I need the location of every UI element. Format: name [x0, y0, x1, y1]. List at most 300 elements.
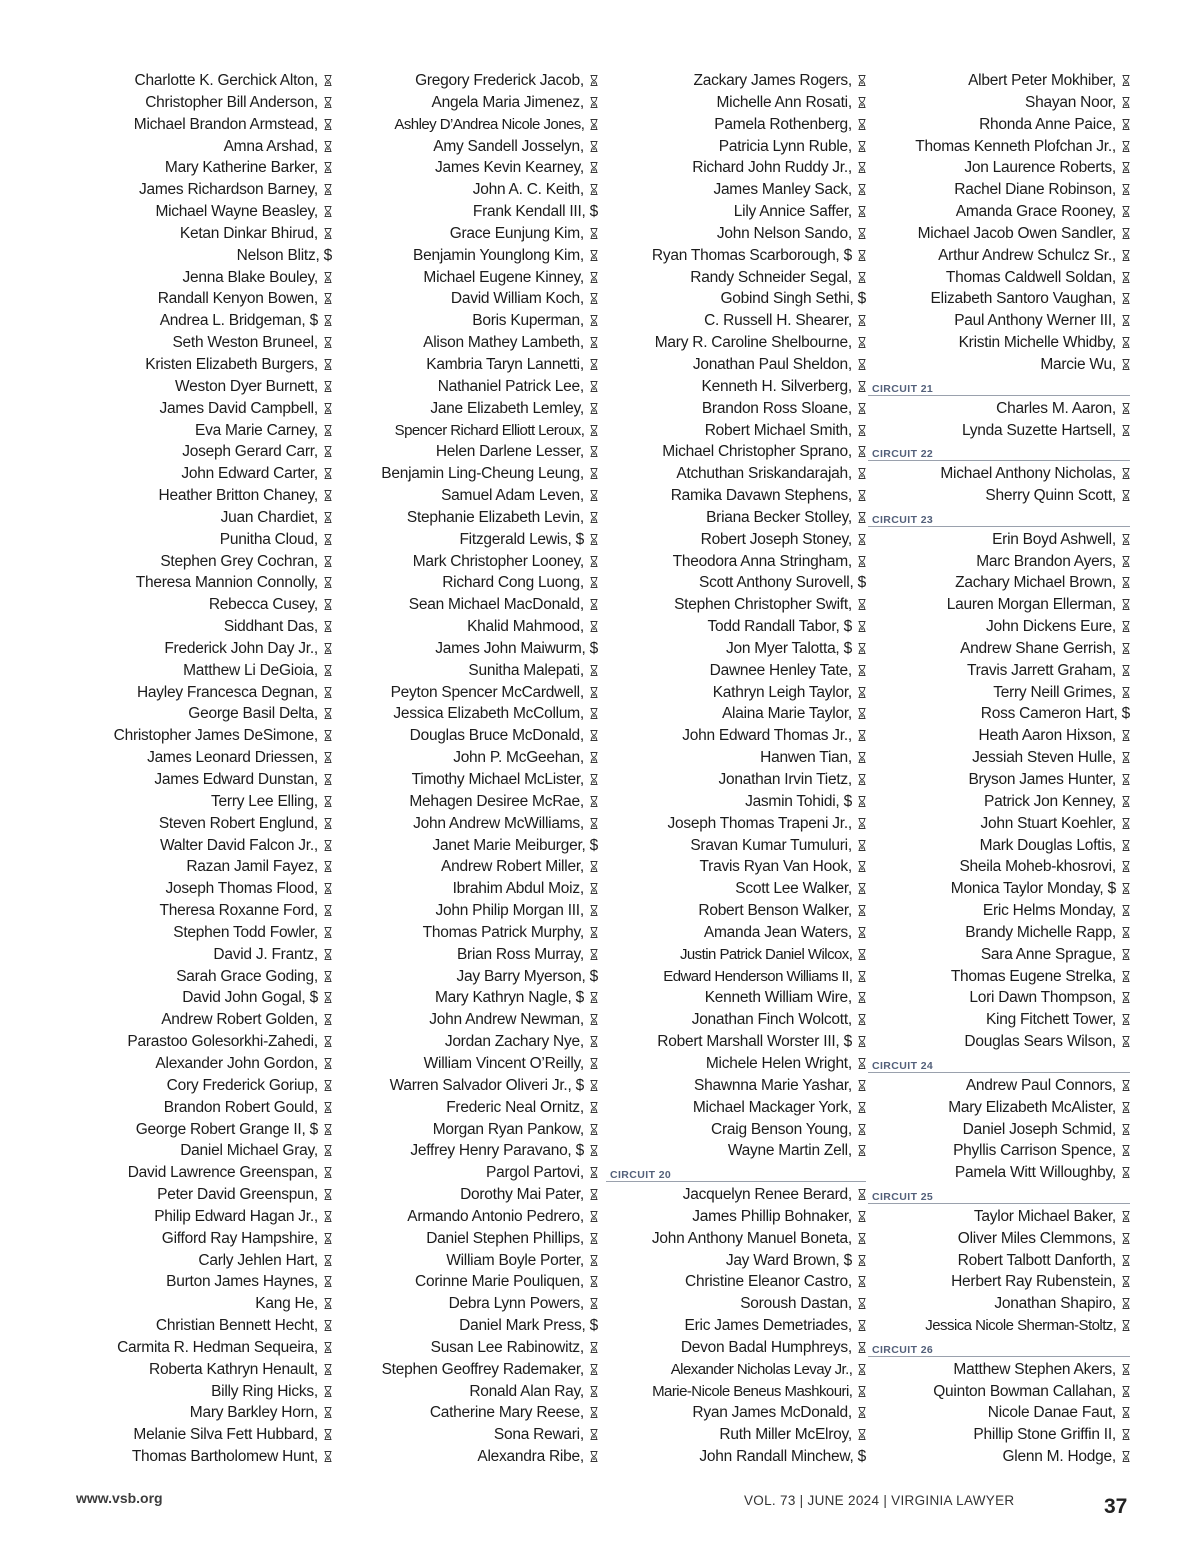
member-entry [96, 594, 332, 616]
member-name: C. Russell H. Shearer, [704, 312, 852, 330]
member-entry [606, 114, 866, 136]
member-entry [96, 507, 332, 529]
member-name: George Robert Grange II, [135, 1120, 306, 1138]
member-entry [868, 267, 1130, 289]
member-entry [96, 1446, 332, 1468]
member-entry [868, 922, 1130, 944]
hourglass-icon [324, 446, 332, 457]
member-name: Cory Frederick Goriup, [166, 1076, 318, 1094]
member-name: Jessiah Steven Hulle, [972, 749, 1116, 767]
member-name: Stephen Grey Cochran, [160, 552, 318, 570]
hourglass-icon [1122, 665, 1130, 676]
member-entry [354, 1119, 598, 1141]
hourglass-icon [324, 774, 332, 785]
member-entry [606, 1337, 866, 1359]
hourglass-icon [324, 643, 332, 654]
member-entry [354, 944, 598, 966]
hourglass-icon [1122, 468, 1130, 479]
member-entry [606, 485, 866, 507]
member-entry [606, 1271, 866, 1293]
member-name: Brandon Robert Gould, [163, 1098, 318, 1116]
circuit-heading-label: CIRCUIT 24 [872, 1059, 934, 1072]
member-entry [606, 1402, 866, 1424]
member-entry [868, 638, 1130, 660]
member-name: Terry Lee Elling, [211, 792, 318, 810]
member-entry [354, 267, 598, 289]
heading-rule [868, 460, 1130, 461]
hourglass-icon [324, 141, 332, 152]
member-entry [96, 1228, 332, 1250]
member-name: Charles M. Aaron, [996, 399, 1116, 417]
member-name: John Edward Thomas Jr., [682, 727, 852, 745]
member-name: Richard John Ruddy Jr., [692, 159, 852, 177]
hourglass-icon [1122, 1320, 1130, 1331]
hourglass-icon [1122, 1124, 1130, 1135]
member-name: Eva Marie Carney, [194, 421, 318, 439]
member-name: Sara Anne Sprague, [980, 945, 1116, 963]
member-name: Mary Katherine Barker, [164, 159, 318, 177]
member-entry [868, 660, 1130, 682]
hourglass-icon [1122, 1386, 1130, 1397]
member-name: Richard Cong Luong, [442, 574, 584, 592]
member-name: Andrew Shane Gerrish, [960, 639, 1116, 657]
member-entry [96, 420, 332, 442]
member-name: Morgan Ryan Pankow, [432, 1120, 584, 1138]
member-entry [354, 1315, 598, 1337]
member-name: Mehagen Desiree McRae, [409, 792, 584, 810]
member-name: Justin Patrick Daniel Wilcox, [679, 945, 853, 963]
hourglass-icon [590, 425, 598, 436]
member-entry [96, 944, 332, 966]
member-entry [354, 376, 598, 398]
member-name: Frederick John Day Jr., [164, 639, 318, 657]
member-entry [868, 485, 1130, 507]
hourglass-icon [590, 293, 598, 304]
member-name: Charlotte K. Gerchick Alton, [134, 72, 318, 89]
hourglass-icon [1122, 337, 1130, 348]
hourglass-icon [1122, 599, 1130, 610]
member-entry [606, 1031, 866, 1053]
member-name: William Boyle Porter, [446, 1251, 584, 1269]
member-entry [868, 1446, 1130, 1468]
member-entry [868, 791, 1130, 813]
hourglass-icon [590, 490, 598, 501]
member-entry [96, 1293, 332, 1315]
footer-website[interactable]: www.vsb.org [76, 1490, 163, 1506]
member-name: John Dickens Eure, [986, 618, 1116, 636]
member-name: Jonathan Irvin Tietz, [718, 771, 852, 788]
member-entry [354, 1293, 598, 1315]
hourglass-icon [590, 992, 598, 1003]
hourglass-icon [324, 905, 332, 916]
hourglass-icon [324, 1014, 332, 1025]
member-entry [96, 878, 332, 900]
member-entry [354, 1424, 598, 1446]
member-name: Roberta Kathryn Henault, [149, 1360, 318, 1378]
member-name: Ramika Davawn Stephens, [670, 487, 852, 505]
member-entry [354, 616, 598, 638]
hourglass-icon [858, 1407, 866, 1418]
hourglass-icon [1122, 1014, 1130, 1025]
member-entry [96, 835, 332, 857]
member-name: David John Gogal, [182, 989, 306, 1007]
member-entry [354, 1271, 598, 1293]
member-name: Michael Eugene Kinney, [423, 268, 584, 286]
hourglass-icon [324, 1298, 332, 1309]
hourglass-icon [324, 1255, 332, 1266]
member-entry [354, 987, 598, 1009]
member-entry [868, 332, 1130, 354]
member-entry [606, 1009, 866, 1031]
member-name: Brian Ross Murray, [456, 945, 584, 963]
member-name: Angela Maria Jimenez, [431, 93, 584, 111]
circuit-heading [868, 441, 1130, 463]
hourglass-icon [1122, 1211, 1130, 1222]
hourglass-icon [1122, 1276, 1130, 1287]
member-name: John Andrew McWilliams, [413, 814, 584, 832]
member-name: James Manley Sack, [713, 181, 852, 199]
hourglass-icon [858, 228, 866, 239]
member-entry [354, 703, 598, 725]
member-entry [606, 572, 866, 594]
circuit-heading [606, 1162, 866, 1184]
circuit-heading-label: CIRCUIT 22 [872, 448, 934, 461]
hourglass-icon [858, 75, 866, 86]
member-entry [868, 157, 1130, 179]
member-name: Burton James Haynes, [166, 1273, 318, 1291]
dollar-symbol: $ [589, 1317, 598, 1335]
hourglass-icon [590, 774, 598, 785]
member-entry [606, 1293, 866, 1315]
member-name: Carmita R. Hedman Sequeira, [117, 1338, 318, 1356]
member-entry [868, 310, 1130, 332]
member-entry [96, 1162, 332, 1184]
hourglass-icon [1122, 1080, 1130, 1091]
member-name: Susan Lee Rabinowitz, [430, 1338, 584, 1356]
hourglass-icon [324, 1364, 332, 1375]
circuit-heading [868, 376, 1130, 398]
heading-rule [606, 1181, 866, 1182]
member-entry [606, 551, 866, 573]
hourglass-icon [1122, 949, 1130, 960]
member-name: Sunitha Malepati, [468, 661, 584, 679]
member-name: Robert Marshall Worster III, [657, 1033, 840, 1051]
member-name: Craig Benson Young, [711, 1120, 852, 1138]
hourglass-icon [324, 97, 332, 108]
hourglass-icon [858, 403, 866, 414]
member-entry [606, 856, 866, 878]
member-entry [606, 1381, 866, 1403]
member-name: Shawnna Marie Yashar, [694, 1076, 852, 1094]
member-entry [354, 507, 598, 529]
hourglass-icon [858, 1124, 866, 1135]
member-entry [96, 551, 332, 573]
member-name: James David Campbell, [159, 399, 318, 417]
member-name: Kambria Taryn Lannetti, [426, 355, 584, 373]
dollar-symbol: $ [843, 1251, 852, 1269]
member-name: Kenneth H. Silverberg, [701, 377, 852, 395]
member-entry [354, 835, 598, 857]
member-entry [606, 310, 866, 332]
member-name: Ashley D’Andrea Nicole Jones, [394, 115, 585, 133]
member-name: Theodora Anna Stringham, [672, 552, 852, 570]
hourglass-icon [324, 1276, 332, 1287]
member-entry [354, 638, 598, 660]
hourglass-icon [1122, 796, 1130, 807]
member-name: Ryan James McDonald, [692, 1404, 852, 1422]
member-name: John P. McGeehan, [453, 749, 584, 767]
circuit-heading [868, 1053, 1130, 1075]
member-entry [606, 1140, 866, 1162]
hourglass-icon [1122, 687, 1130, 698]
member-name: Dawnee Henley Tate, [709, 661, 852, 679]
hourglass-icon [858, 643, 866, 654]
member-entry [606, 70, 866, 92]
member-entry [354, 179, 598, 201]
member-entry [868, 616, 1130, 638]
member-entry [96, 310, 332, 332]
member-name: Alison Mathey Lambeth, [423, 334, 584, 352]
member-name: Michael Anthony Nicholas, [940, 465, 1116, 483]
member-name: Jenna Blake Bouley, [182, 268, 318, 286]
member-entry [354, 682, 598, 704]
member-name: John A. C. Keith, [472, 181, 584, 199]
member-entry [96, 900, 332, 922]
hourglass-icon [590, 1014, 598, 1025]
member-entry [354, 966, 598, 988]
column-2 [354, 70, 598, 1468]
hourglass-icon [1122, 621, 1130, 632]
member-name: Michelle Ann Rosati, [716, 93, 852, 111]
hourglass-icon [858, 818, 866, 829]
member-name: Samuel Adam Leven, [441, 487, 584, 505]
member-entry [354, 747, 598, 769]
member-name: Kang He, [255, 1295, 318, 1313]
hourglass-icon [1122, 1102, 1130, 1113]
member-name: Jane Elizabeth Lemley, [430, 399, 584, 417]
dollar-symbol: $ [309, 312, 318, 330]
member-entry [868, 1075, 1130, 1097]
member-name: Spencer Richard Elliott Leroux, [394, 421, 585, 439]
hourglass-icon [858, 1014, 866, 1025]
member-entry [96, 1206, 332, 1228]
hourglass-icon [858, 1276, 866, 1287]
member-name: Daniel Stephen Phillips, [426, 1229, 584, 1247]
member-name: Matthew Li DeGioia, [183, 661, 318, 679]
member-name: Michael Christopher Sprano, [662, 443, 852, 461]
member-entry [868, 1293, 1130, 1315]
member-entry [96, 267, 332, 289]
member-entry [606, 769, 866, 791]
circuit-heading [868, 1337, 1130, 1359]
dollar-symbol: $ [857, 1448, 866, 1466]
member-name: Patricia Lynn Ruble, [718, 137, 852, 155]
hourglass-icon [324, 75, 332, 86]
dollar-symbol: $ [309, 1120, 318, 1138]
member-entry [606, 245, 866, 267]
member-entry [354, 1446, 598, 1468]
member-name: Joseph Thomas Flood, [165, 880, 318, 898]
member-name: Jessica Nicole Sherman-Stoltz, [925, 1317, 1117, 1335]
hourglass-icon [590, 1298, 598, 1309]
dollar-symbol: $ [309, 989, 318, 1007]
hourglass-icon [324, 206, 332, 217]
member-name: John Randall Minchew, [699, 1448, 854, 1466]
member-name: Mark Christopher Looney, [412, 552, 584, 570]
hourglass-icon [1122, 556, 1130, 567]
member-entry [868, 420, 1130, 442]
member-entry [96, 1271, 332, 1293]
column-3 [606, 70, 866, 1468]
member-entry [96, 813, 332, 835]
member-entry [868, 747, 1130, 769]
member-entry [96, 485, 332, 507]
member-entry [354, 725, 598, 747]
member-entry [354, 70, 598, 92]
dollar-symbol: $ [575, 530, 584, 548]
member-name: Marcie Wu, [1040, 355, 1116, 373]
hourglass-icon [1122, 97, 1130, 108]
member-name: David William Koch, [450, 290, 584, 308]
member-name: Michael Jacob Owen Sandler, [917, 224, 1116, 242]
member-name: Alexander John Gordon, [155, 1054, 318, 1072]
member-entry [96, 572, 332, 594]
hourglass-icon [858, 1386, 866, 1397]
member-entry [606, 987, 866, 1009]
hourglass-icon [858, 162, 866, 173]
hourglass-icon [590, 534, 598, 545]
member-name: John Nelson Sando, [716, 224, 852, 242]
hourglass-icon [858, 774, 866, 785]
member-entry [606, 944, 866, 966]
hourglass-icon [1122, 184, 1130, 195]
member-name: Zackary James Rogers, [693, 72, 852, 89]
hourglass-icon [1122, 840, 1130, 851]
hourglass-icon [324, 1320, 332, 1331]
member-entry [354, 1162, 598, 1184]
hourglass-icon [858, 337, 866, 348]
member-entry [96, 1119, 332, 1141]
member-name: Shayan Noor, [1025, 93, 1116, 111]
hourglass-icon [324, 1233, 332, 1244]
member-entry [606, 1119, 866, 1141]
member-entry [606, 420, 866, 442]
dollar-symbol: $ [843, 618, 852, 636]
member-entry [96, 1359, 332, 1381]
member-name: Helen Darlene Lesser, [435, 443, 584, 461]
member-entry [868, 769, 1130, 791]
hourglass-icon [858, 446, 866, 457]
member-name: Thomas Caldwell Soldan, [945, 268, 1116, 286]
hourglass-icon [324, 403, 332, 414]
member-name: Timothy Michael McLister, [411, 771, 584, 788]
hourglass-icon [590, 905, 598, 916]
member-entry [96, 398, 332, 420]
member-entry [868, 856, 1130, 878]
member-entry [354, 1075, 598, 1097]
member-name: Dorothy Mai Pater, [460, 1186, 584, 1204]
hourglass-icon [590, 446, 598, 457]
hourglass-icon [590, 861, 598, 872]
hourglass-icon [858, 184, 866, 195]
hourglass-icon [324, 293, 332, 304]
member-name: Bryson James Hunter, [968, 771, 1116, 788]
dollar-symbol: $ [575, 1142, 584, 1160]
hourglass-icon [858, 599, 866, 610]
hourglass-icon [858, 534, 866, 545]
member-name: Fitzgerald Lewis, [459, 530, 572, 548]
member-name: Douglas Sears Wilson, [964, 1033, 1116, 1051]
hourglass-icon [324, 883, 332, 894]
hourglass-icon [1122, 425, 1130, 436]
hourglass-icon [324, 162, 332, 173]
member-entry [606, 288, 866, 310]
hourglass-icon [324, 971, 332, 982]
member-entry [606, 1359, 866, 1381]
member-entry [606, 813, 866, 835]
hourglass-icon [590, 1233, 598, 1244]
member-name: Christian Bennett Hecht, [155, 1317, 318, 1335]
member-name: Jay Barry Myerson, [456, 967, 586, 985]
member-entry [606, 835, 866, 857]
hourglass-icon [590, 403, 598, 414]
hourglass-icon [1122, 577, 1130, 588]
member-name: Jay Ward Brown, [725, 1251, 840, 1269]
hourglass-icon [324, 708, 332, 719]
hourglass-icon [590, 708, 598, 719]
hourglass-icon [590, 512, 598, 523]
member-entry [354, 288, 598, 310]
member-entry [96, 114, 332, 136]
hourglass-icon [858, 796, 866, 807]
hourglass-icon [590, 556, 598, 567]
dollar-symbol: $ [843, 639, 852, 657]
member-name: Phillip Stone Griffin II, [973, 1426, 1116, 1444]
hourglass-icon [590, 1189, 598, 1200]
hourglass-icon [1122, 643, 1130, 654]
hourglass-icon [1122, 534, 1130, 545]
member-entry [96, 791, 332, 813]
hourglass-icon [324, 315, 332, 326]
member-name: Hayley Francesca Degnan, [136, 683, 318, 701]
member-name: Hanwen Tian, [760, 749, 852, 767]
hourglass-icon [858, 730, 866, 741]
member-entry [96, 376, 332, 398]
member-entry [354, 398, 598, 420]
member-entry [96, 157, 332, 179]
column-1 [96, 70, 332, 1468]
hourglass-icon [590, 1364, 598, 1375]
member-entry [354, 1359, 598, 1381]
member-name: Seth Weston Bruneel, [172, 334, 318, 352]
hourglass-icon [324, 992, 332, 1003]
hourglass-icon [1122, 141, 1130, 152]
member-entry [96, 922, 332, 944]
member-entry [606, 638, 866, 660]
dollar-symbol: $ [1107, 880, 1116, 898]
member-name: Nathaniel Patrick Lee, [437, 377, 584, 395]
member-name: Debra Lynn Powers, [448, 1295, 584, 1313]
member-entry [354, 1097, 598, 1119]
member-name: Sarah Grace Goding, [176, 967, 318, 985]
member-name: Monica Taylor Monday, [950, 880, 1104, 898]
hourglass-icon [324, 1102, 332, 1113]
hourglass-icon [324, 1342, 332, 1353]
hourglass-icon [324, 1058, 332, 1069]
member-entry [606, 376, 866, 398]
member-entry [606, 922, 866, 944]
hourglass-icon [858, 119, 866, 130]
